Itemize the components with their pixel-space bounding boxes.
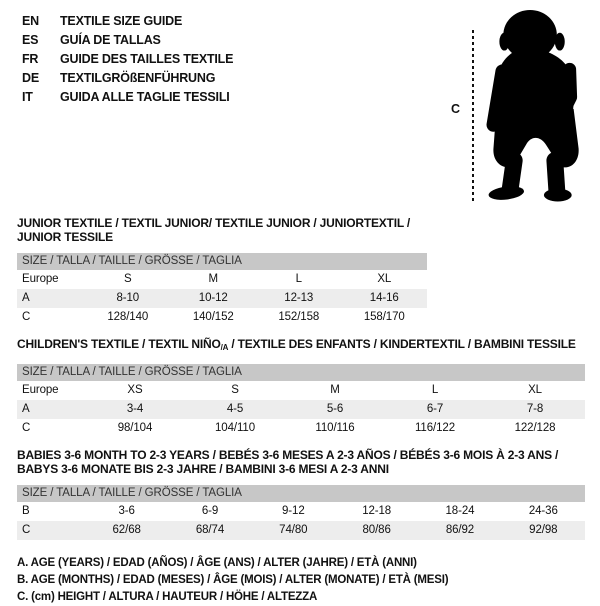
size-tables-section (0, 216, 600, 540)
table-title-text: JUNIOR TEXTILE / TEXTIL JUNIOR/ TEXTILE JUNIOR / JUNIORTEXTIL / JUNIOR TESSILE (17, 216, 411, 244)
size-value-cell: 8-10 (116, 292, 140, 304)
table-title-subscript: /A (220, 343, 229, 352)
size-value-cell: 110/116 (315, 422, 355, 434)
table-title (17, 216, 427, 244)
footnote-c: C. (cm) HEIGHT / ALTURA / HAUTEUR / HÖHE / ALTEZZA (17, 591, 318, 603)
size-value-cell: 12-13 (284, 292, 314, 304)
baby-leg-right (555, 160, 557, 190)
language-code: DE (22, 71, 39, 85)
table-title-text: / TEXTILE DES ENFANTS / KINDERTEXTIL / BAMBINI TESSILE (228, 337, 576, 351)
row-label-cell: A (22, 292, 30, 304)
baby-ear-right (555, 33, 565, 51)
table-row (17, 270, 427, 289)
baby-ear-left (499, 33, 509, 51)
table-title-line (17, 216, 427, 244)
row-label-cell: A (22, 403, 30, 415)
size-value-cell: 62/68 (112, 524, 141, 536)
language-guide-title: GUIDE DES TAILLES TEXTILE (60, 52, 234, 66)
size-value-cell: 18-24 (445, 505, 475, 517)
size-value-cell: 98/104 (117, 422, 153, 434)
language-code: FR (22, 52, 39, 66)
language-guide-title: GUIDA ALLE TAGLIE TESSILI (60, 90, 230, 104)
row-label-cell: B (22, 505, 30, 517)
size-value-cell: 104/110 (214, 422, 256, 434)
row-label-cell: C (22, 524, 31, 536)
table-title-text: BABYS 3-6 MONATE BIS 2-3 JAHRE / BAMBINI 3-6 MESI A 2-3 ANNI (17, 462, 389, 476)
language-row (22, 88, 233, 107)
row-label-cell: Europe (22, 384, 59, 396)
size-value-cell: 92/98 (529, 524, 558, 536)
size-value-cell: 122/128 (514, 422, 556, 434)
size-header-bar: SIZE / TALLA / TAILLE / GRÖSSE / TAGLIA (17, 253, 427, 270)
size-value-cell: L (431, 384, 439, 396)
height-dashed-line (472, 30, 474, 202)
row-label-cell: C (22, 422, 31, 434)
header-section (0, 0, 600, 212)
language-row (22, 69, 233, 88)
language-title-list (22, 12, 233, 107)
language-code: IT (22, 90, 33, 104)
table-title-text: BABIES 3-6 MONTH TO 2-3 YEARS / BEBÉS 3-6 MESES A 2-3 AÑOS / BÉBÉS 3-6 MOIS À 2-3 ANS / (17, 448, 559, 462)
size-value-cell: XS (127, 384, 143, 396)
language-row (22, 50, 233, 69)
row-label-cell: C (22, 311, 31, 323)
table-row (17, 419, 585, 438)
size-value-cell: 5-6 (326, 403, 344, 415)
size-value-cell: 68/74 (195, 524, 225, 536)
table-row (17, 521, 585, 540)
size-value-cell: 3-6 (118, 505, 135, 517)
language-guide-title: TEXTILGRÖßENFÜHRUNG (60, 71, 216, 85)
size-value-cell: 6-9 (201, 505, 219, 517)
size-value-cell: 24-36 (528, 505, 558, 517)
table-row (17, 308, 427, 327)
size-value-cell: S (231, 384, 239, 396)
size-value-cell: 10-12 (198, 292, 228, 304)
language-code: EN (22, 14, 39, 28)
size-table (17, 216, 427, 327)
baby-shorts (493, 103, 578, 167)
size-value-cell: 4-5 (226, 403, 244, 415)
size-value-cell: 9-12 (282, 505, 305, 517)
size-value-cell: L (295, 273, 302, 285)
size-value-cell: M (208, 273, 218, 285)
table-row (17, 400, 585, 419)
size-value-cell: 14-16 (369, 292, 399, 304)
table-row (17, 502, 585, 521)
language-row (22, 12, 233, 31)
size-value-cell: M (330, 384, 340, 396)
size-value-cell: XL (528, 384, 542, 396)
language-guide-title: GUÍA DE TALLAS (60, 33, 161, 47)
row-label-cell: Europe (22, 273, 59, 285)
table-title-line (17, 337, 585, 355)
table-row (17, 289, 427, 308)
size-value-cell: S (123, 273, 132, 285)
size-value-cell: 128/140 (107, 311, 149, 323)
table-title-line (17, 462, 585, 476)
baby-foot-right (544, 189, 572, 202)
size-header-bar: SIZE / TALLA / TAILLE / GRÖSSE / TAGLIA (17, 364, 585, 381)
table-title (17, 337, 585, 355)
size-value-cell: 116/122 (414, 422, 456, 434)
footnote-a: A. AGE (YEARS) / EDAD (AÑOS) / ÂGE (ANS) / ALTER (JAHRE) / ETÀ (ANNI) (17, 557, 417, 569)
size-value-cell: 74/80 (279, 524, 308, 536)
size-header-bar: SIZE / TALLA / TAILLE / GRÖSSE / TAGLIA (17, 485, 585, 502)
height-marker-label: C (451, 102, 461, 116)
baby-leg-left (510, 160, 514, 188)
footnote-b: B. AGE (MONTHS) / EDAD (MESES) / ÂGE (MOIS) / ALTER (MONATE) / ETÀ (MESI) (17, 574, 449, 586)
size-value-cell: 12-18 (362, 505, 392, 517)
language-code: ES (22, 33, 39, 47)
size-value-cell: 7-8 (526, 403, 544, 415)
table-title-text: CHILDREN'S TEXTILE / TEXTIL NIÑO (17, 337, 221, 351)
size-value-cell: 86/92 (445, 524, 475, 536)
size-value-cell: 152/158 (278, 311, 320, 323)
size-value-cell: 3-4 (126, 403, 144, 415)
language-row (22, 31, 233, 50)
size-value-cell: 140/152 (192, 311, 234, 323)
table-title (17, 448, 585, 476)
size-value-cell: XL (377, 273, 392, 285)
table-row (17, 381, 585, 400)
size-value-cell: 158/170 (363, 311, 405, 323)
size-value-cell: 80/86 (362, 524, 391, 536)
language-guide-title: TEXTILE SIZE GUIDE (60, 14, 183, 28)
size-table (17, 337, 585, 438)
size-value-cell: 6-7 (426, 403, 444, 415)
size-table (17, 448, 585, 540)
table-title-line (17, 448, 585, 462)
footnotes (0, 555, 600, 606)
baby-foot-left (488, 185, 525, 202)
baby-silhouette-illustration (482, 6, 594, 204)
